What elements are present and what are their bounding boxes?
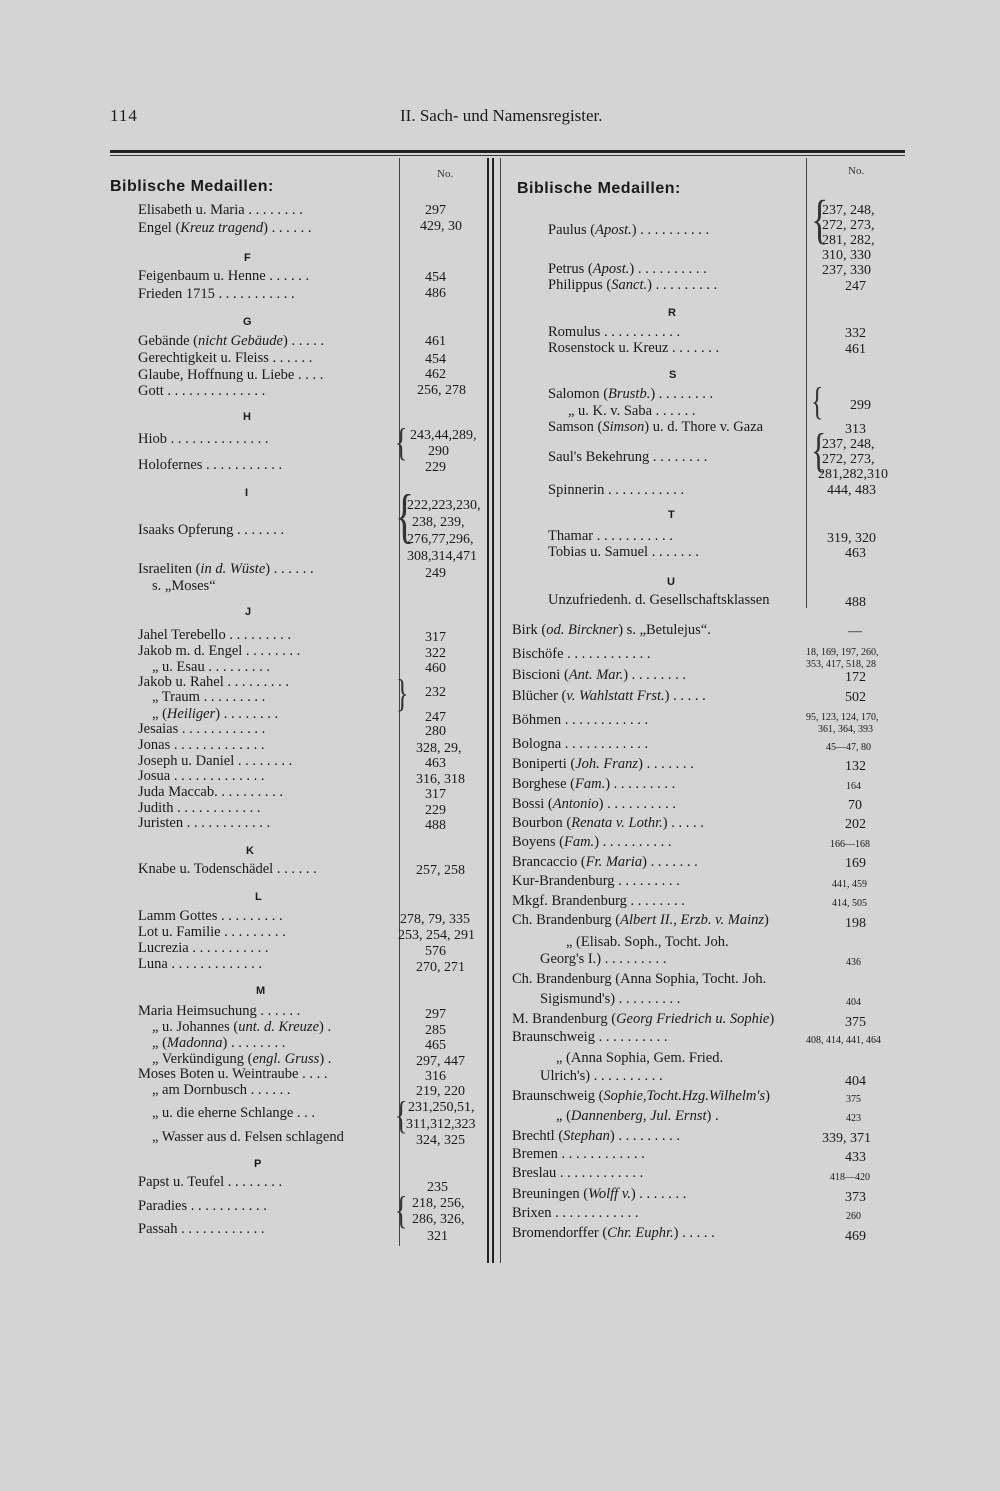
right-section-title: Biblische Medaillen:	[517, 180, 681, 197]
index-entry: Borghese (Fam.) . . . . . . . . .	[512, 776, 676, 792]
medal-number: 311,312,323	[406, 1117, 476, 1132]
index-entry: Jesaias . . . . . . . . . . . .	[138, 721, 266, 737]
index-entry: Lot u. Familie . . . . . . . . .	[138, 924, 286, 940]
medal-number: 297	[425, 203, 446, 218]
index-entry: „ Verkündigung (engl. Gruss) .	[152, 1051, 332, 1067]
medal-number: 249	[425, 566, 446, 581]
no-column-header-left: No.	[437, 168, 454, 180]
index-entry: Papst u. Teufel . . . . . . . .	[138, 1174, 283, 1190]
medal-number: 322	[425, 646, 446, 661]
medal-number: 229	[425, 803, 446, 818]
index-entry: „ Traum . . . . . . . . .	[152, 689, 266, 705]
center-double-line-b	[492, 158, 494, 1263]
medal-number: 463	[845, 546, 866, 561]
medal-number: 313	[845, 422, 866, 437]
index-entry: Brancaccio (Fr. Maria) . . . . . . .	[512, 854, 698, 870]
index-entry: Paradies . . . . . . . . . . .	[138, 1198, 267, 1214]
index-letter-heading: S	[669, 369, 677, 381]
medal-number: —	[848, 624, 862, 639]
index-entry: „ (Dannenberg, Jul. Ernst) .	[556, 1108, 719, 1124]
medal-number: 404	[846, 997, 861, 1008]
medal-number: 222,223,230,	[407, 498, 481, 513]
index-letter-heading: J	[245, 606, 252, 618]
medal-number: 404	[845, 1074, 866, 1089]
index-entry: Georg's I.) . . . . . . . . .	[540, 951, 667, 967]
index-entry: Spinnerin . . . . . . . . . . .	[548, 482, 685, 498]
index-entry: Petrus (Apost.) . . . . . . . . . .	[548, 261, 707, 277]
index-entry: „ u. die eherne Schlange . . .	[152, 1105, 316, 1121]
medal-number: 297, 447	[416, 1054, 465, 1069]
medal-number: 166—168	[830, 839, 870, 850]
index-entry: Joseph u. Daniel . . . . . . . .	[138, 753, 293, 769]
brace-left-jakob: }	[396, 672, 409, 716]
index-entry: Israeliten (in d. Wüste) . . . . . .	[138, 561, 314, 577]
medal-number: 429, 30	[420, 219, 462, 234]
medal-number: 95, 123, 124, 170,	[806, 712, 879, 723]
medal-number: 414, 505	[832, 898, 867, 909]
medal-number: 70	[848, 798, 862, 813]
medal-number: 488	[845, 595, 866, 610]
header-rule	[110, 150, 905, 153]
page-title: II. Sach- und Namensregister.	[400, 106, 603, 125]
medal-number: 441, 459	[832, 879, 867, 890]
index-entry: Braunschweig (Sophie,Tocht.Hzg.Wilhelm's)	[512, 1088, 770, 1104]
index-entry: Boyens (Fam.) . . . . . . . . . .	[512, 834, 672, 850]
brace-right-paulus: {	[811, 189, 829, 250]
index-letter-heading: M	[256, 985, 266, 997]
center-thin-line	[500, 158, 501, 1263]
brace-left-isaak: {	[395, 482, 415, 550]
index-entry: Lucrezia . . . . . . . . . . .	[138, 940, 269, 956]
medal-number: 272, 273,	[822, 218, 875, 233]
medal-number: 198	[845, 916, 866, 931]
medal-number: 319, 320	[827, 531, 876, 546]
index-entry: Juristen . . . . . . . . . . . .	[138, 815, 271, 831]
medal-number: 45—47, 80	[826, 742, 871, 753]
index-entry: Josua . . . . . . . . . . . . .	[138, 768, 265, 784]
medal-number: 237, 330	[822, 263, 871, 278]
index-entry: Kur-Brandenburg . . . . . . . . .	[512, 873, 680, 889]
medal-number: 243,44,289,	[410, 428, 477, 443]
index-entry: s. „Moses“	[152, 578, 216, 594]
medal-number: 247	[845, 279, 866, 294]
index-entry: „ u. Johannes (unt. d. Kreuze) .	[152, 1019, 332, 1035]
medal-number: 373	[845, 1190, 866, 1205]
index-entry: Breslau . . . . . . . . . . . .	[512, 1165, 644, 1181]
index-entry: Breuningen (Wolff v.) . . . . . . .	[512, 1186, 687, 1202]
index-entry: Passah . . . . . . . . . . . .	[138, 1221, 265, 1237]
medal-number: 237, 248,	[822, 203, 875, 218]
medal-number: 290	[428, 444, 449, 459]
index-entry: „ (Heiliger) . . . . . . . .	[152, 706, 279, 722]
medal-number: 278, 79, 335	[400, 912, 470, 927]
medal-number: 299	[850, 398, 871, 413]
index-letter-heading: P	[254, 1158, 262, 1170]
medal-number: 276,77,296,	[407, 532, 474, 547]
medal-number: 486	[425, 286, 446, 301]
index-entry: Ch. Brandenburg (Anna Sophia, Tocht. Joh.	[512, 971, 767, 987]
index-letter-heading: H	[243, 411, 251, 423]
medal-number: 436	[846, 957, 861, 968]
index-entry: Brixen . . . . . . . . . . . .	[512, 1205, 639, 1221]
index-entry: Lamm Gottes . . . . . . . . .	[138, 908, 283, 924]
medal-number: 332	[845, 326, 866, 341]
medal-number: 231,250,51,	[408, 1100, 475, 1115]
medal-number: 465	[425, 1038, 446, 1053]
medal-number: 257, 258	[416, 863, 465, 878]
index-entry: „ Wasser aus d. Felsen schlagend	[152, 1129, 344, 1145]
medal-number: 454	[425, 352, 446, 367]
medal-number: 247	[425, 710, 446, 725]
medal-number: 317	[425, 787, 446, 802]
medal-number: 229	[425, 460, 446, 475]
index-entry: „ u. K. v. Saba . . . . . .	[568, 403, 696, 419]
medal-number: 308,314,471	[407, 549, 477, 564]
index-entry: Saul's Bekehrung . . . . . . . .	[548, 449, 708, 465]
medal-number: 418—420	[830, 1172, 870, 1183]
page-header	[110, 106, 910, 132]
medal-number: 281,282,310	[818, 467, 888, 482]
medal-number: 375	[845, 1015, 866, 1030]
medal-number: 454	[425, 270, 446, 285]
index-entry: „ (Madonna) . . . . . . . .	[152, 1035, 286, 1051]
index-letter-heading: L	[255, 891, 262, 903]
index-entry: Jakob m. d. Engel . . . . . . . .	[138, 643, 301, 659]
medal-number: 202	[845, 817, 866, 832]
index-entry: Salomon (Brustb.) . . . . . . . .	[548, 386, 714, 402]
medal-number: 460	[425, 661, 446, 676]
medal-number: 164	[846, 781, 861, 792]
medal-number: 285	[425, 1023, 446, 1038]
medal-number: 328, 29,	[416, 741, 462, 756]
medal-number: 18, 169, 197, 260,	[806, 647, 879, 658]
medal-number: 444, 483	[827, 483, 876, 498]
index-entry: „ u. Esau . . . . . . . . .	[152, 659, 270, 675]
index-entry: Blücher (v. Wahlstatt Frst.) . . . . .	[512, 688, 706, 704]
medal-number: 317	[425, 630, 446, 645]
index-entry: Frieden 1715 . . . . . . . . . . .	[138, 286, 295, 302]
medal-number: 321	[427, 1229, 448, 1244]
index-entry: Feigenbaum u. Henne . . . . . .	[138, 268, 310, 284]
index-entry: Samson (Simson) u. d. Thore v. Gaza	[548, 419, 764, 435]
medal-number: 218, 256,	[412, 1196, 465, 1211]
medal-number: 353, 417, 518, 28	[806, 659, 876, 670]
index-entry: Glaube, Hoffnung u. Liebe . . . .	[138, 367, 324, 383]
medal-number: 237, 248,	[822, 437, 875, 452]
right-number-column-line	[806, 158, 807, 608]
index-entry: Holofernes . . . . . . . . . . .	[138, 457, 283, 473]
index-entry: „ am Dornbusch . . . . . .	[152, 1082, 291, 1098]
medal-number: 316, 318	[416, 772, 465, 787]
index-entry: Ch. Brandenburg (Albert II., Erzb. v. Mainz)	[512, 912, 769, 928]
index-entry: Biscioni (Ant. Mar.) . . . . . . . .	[512, 667, 687, 683]
index-entry: M. Brandenburg (Georg Friedrich u. Sophie)	[512, 1011, 775, 1027]
index-letter-heading: T	[668, 509, 675, 521]
medal-number: 339, 371	[822, 1131, 871, 1146]
index-entry: Ulrich's) . . . . . . . . . .	[540, 1068, 663, 1084]
medal-number: 433	[845, 1150, 866, 1165]
index-entry: Isaaks Opferung . . . . . . .	[138, 522, 285, 538]
index-entry: Maria Heimsuchung . . . . . .	[138, 1003, 301, 1019]
medal-number: 280	[425, 724, 446, 739]
index-entry: Gerechtigkeit u. Fleiss . . . . . .	[138, 350, 313, 366]
index-letter-heading: R	[668, 307, 676, 319]
medal-number: 235	[427, 1180, 448, 1195]
index-entry: Paulus (Apost.) . . . . . . . . . .	[548, 222, 710, 238]
medal-number: 256, 278	[417, 383, 466, 398]
index-entry: Mkgf. Brandenburg . . . . . . . .	[512, 893, 685, 909]
medal-number: 232	[425, 685, 446, 700]
medal-number: 297	[425, 1007, 446, 1022]
medal-number: 270, 271	[416, 960, 465, 975]
medal-number: 463	[425, 756, 446, 771]
index-entry: Jonas . . . . . . . . . . . . .	[138, 737, 265, 753]
medal-number: 260	[846, 1211, 861, 1222]
index-entry: Braunschweig . . . . . . . . . .	[512, 1029, 668, 1045]
index-entry: Gott . . . . . . . . . . . . . .	[138, 383, 266, 399]
index-entry: Unzufriedenh. d. Gesellschaftsklassen	[548, 592, 770, 608]
medal-number: 286, 326,	[412, 1212, 465, 1227]
medal-number: 488	[425, 818, 446, 833]
medal-number: 361, 364, 393	[818, 724, 873, 735]
index-entry: Bromendorffer (Chr. Euphr.) . . . . .	[512, 1225, 715, 1241]
index-letter-heading: F	[244, 252, 251, 264]
index-entry: Boniperti (Joh. Franz) . . . . . . .	[512, 756, 694, 772]
index-letter-heading: K	[246, 845, 254, 857]
index-entry: Jakob u. Rahel . . . . . . . . .	[138, 674, 290, 690]
brace-left-moses: {	[395, 1094, 408, 1138]
index-entry: Bourbon (Renata v. Lothr.) . . . . .	[512, 815, 704, 831]
index-entry: Judith . . . . . . . . . . . .	[138, 800, 261, 816]
medal-number: 272, 273,	[822, 452, 875, 467]
index-entry: „ (Elisab. Soph., Tocht. Joh.	[566, 934, 729, 950]
medal-number: 502	[845, 690, 866, 705]
medal-number: 281, 282,	[822, 233, 875, 248]
medal-number: 469	[845, 1229, 866, 1244]
index-entry: Brechtl (Stephan) . . . . . . . . .	[512, 1128, 680, 1144]
index-entry: Bossi (Antonio) . . . . . . . . . .	[512, 796, 676, 812]
index-entry: Luna . . . . . . . . . . . . .	[138, 956, 263, 972]
index-entry: Knabe u. Todenschädel . . . . . .	[138, 861, 317, 877]
index-entry: Birk (od. Birckner) s. „Betulejus“.	[512, 622, 711, 638]
medal-number: 253, 254, 291	[398, 928, 475, 943]
medal-number: 461	[425, 334, 446, 349]
medal-number: 238, 239,	[412, 515, 465, 530]
center-double-line-a	[487, 158, 489, 1263]
index-letter-heading: I	[245, 487, 249, 499]
medal-number: 375	[846, 1094, 861, 1105]
medal-number: 423	[846, 1113, 861, 1124]
index-entry: Philippus (Sanct.) . . . . . . . . .	[548, 277, 718, 293]
index-entry: „ (Anna Sophia, Gem. Fried.	[556, 1050, 724, 1066]
index-entry: Engel (Kreuz tragend) . . . . . .	[138, 220, 312, 236]
left-section-title: Biblische Medaillen:	[110, 178, 274, 195]
index-entry: Tobias u. Samuel . . . . . . .	[548, 544, 699, 560]
medal-number: 219, 220	[416, 1084, 465, 1099]
medal-number: 461	[845, 342, 866, 357]
medal-number: 324, 325	[416, 1133, 465, 1148]
medal-number: 132	[845, 759, 866, 774]
index-entry: Sigismund's) . . . . . . . . .	[540, 991, 681, 1007]
index-entry: Elisabeth u. Maria . . . . . . . .	[138, 202, 303, 218]
index-entry: Gebände (nicht Gebäude) . . . . .	[138, 333, 325, 349]
page-number: 114	[110, 106, 138, 125]
index-entry: Romulus . . . . . . . . . . .	[548, 324, 681, 340]
medal-number: 316	[425, 1069, 446, 1084]
medal-number: 172	[845, 670, 866, 685]
medal-number: 310, 330	[822, 248, 871, 263]
index-entry: Bremen . . . . . . . . . . . .	[512, 1146, 645, 1162]
index-letter-heading: G	[243, 316, 252, 328]
index-entry: Juda Maccab. . . . . . . . . .	[138, 784, 283, 800]
medal-number: 462	[425, 367, 446, 382]
index-entry: Bologna . . . . . . . . . . . .	[512, 736, 649, 752]
brace-left-hiob: {	[395, 421, 408, 465]
brace-right-salomon: {	[811, 380, 824, 424]
index-entry: Hiob . . . . . . . . . . . . . .	[138, 431, 269, 447]
index-entry: Thamar . . . . . . . . . . .	[548, 528, 673, 544]
index-entry: Bischöfe . . . . . . . . . . . .	[512, 646, 651, 662]
index-entry: Rosenstock u. Kreuz . . . . . . .	[548, 340, 720, 356]
index-entry: Moses Boten u. Weintraube . . . .	[138, 1066, 328, 1082]
no-column-header-right: No.	[848, 165, 865, 177]
medal-number: 408, 414, 441, 464	[806, 1035, 881, 1046]
index-letter-heading: U	[667, 576, 675, 588]
brace-right-saul: {	[811, 422, 827, 477]
header-rule-thin	[110, 155, 905, 156]
brace-left-paradies: {	[395, 1189, 408, 1233]
medal-number: 576	[425, 944, 446, 959]
medal-number: 169	[845, 856, 866, 871]
index-entry: Böhmen . . . . . . . . . . . .	[512, 712, 649, 728]
index-entry: Jahel Terebello . . . . . . . . .	[138, 627, 291, 643]
